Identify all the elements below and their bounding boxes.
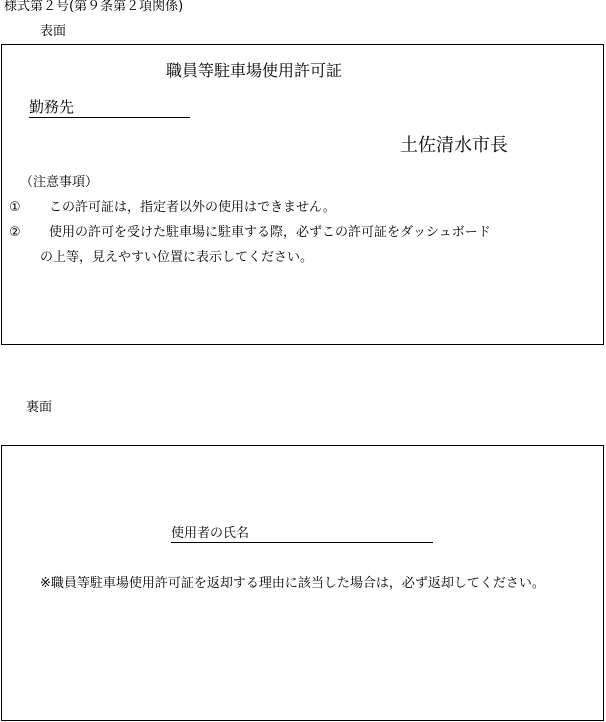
note-2-text: 使用の許可を受けた駐車場に駐車する際，必ずこの許可証をダッシュボード	[49, 225, 491, 240]
note-1-marker: ①	[9, 200, 21, 215]
front-side-label: 表面	[40, 24, 67, 39]
user-name-label: 使用者の氏名	[171, 526, 250, 541]
issuer-name: 土佐清水市長	[400, 135, 508, 156]
permit-title: 職員等駐車場使用許可証	[166, 61, 343, 80]
return-note: ※職員等駐車場使用許可証を返却する理由に該当した場合は，必ず返却してください。	[40, 576, 545, 591]
note-1-text: この許可証は，指定者以外の使用はできません。	[49, 200, 336, 215]
note-2-continuation: の上等，見えやすい位置に表示してください。	[40, 250, 314, 265]
workplace-underline	[29, 117, 190, 118]
note-2-marker: ②	[9, 225, 21, 240]
notes-heading: （注意事項）	[20, 175, 99, 190]
workplace-label: 勤務先	[29, 98, 75, 116]
user-name-underline	[171, 542, 433, 543]
permit-front-card	[1, 44, 604, 345]
form-number: 様式第２号(第９条第２項関係)	[4, 0, 184, 14]
back-side-label: 裏面	[26, 400, 53, 415]
